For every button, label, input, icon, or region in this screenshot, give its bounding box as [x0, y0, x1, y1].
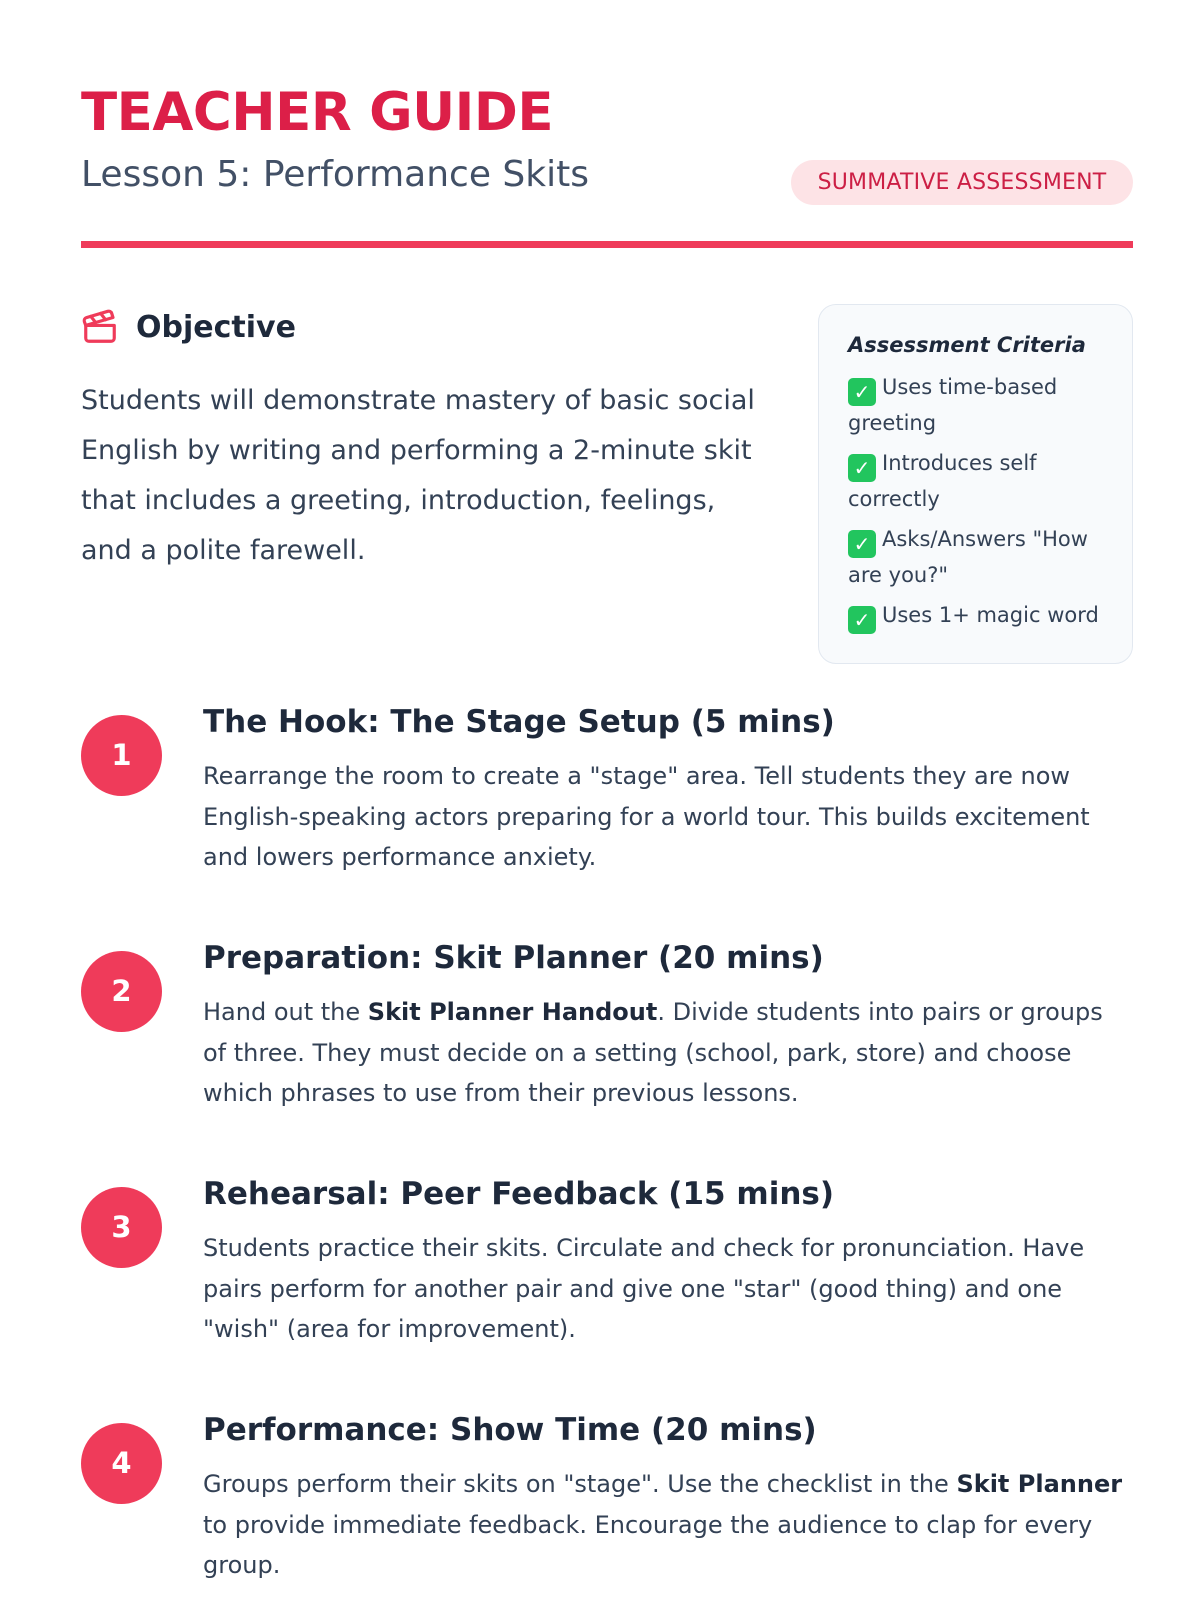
criteria-list: [848, 370, 1110, 634]
check-mark-icon: ✓: [848, 454, 876, 482]
step-description: Students practice their skits. Circulate and check for pronunciation. Have pairs perform for another pair and give one "star" (good thing) and one "wish" (area for improvement).: [203, 1234, 1085, 1343]
criteria-item: ✓ Introduces self correctly: [848, 451, 1037, 511]
step-title: Preparation: Skit Planner (20 mins): [203, 940, 824, 976]
step-number-badge: 3: [81, 1187, 162, 1268]
criteria-item: ✓ Uses 1+ magic word: [848, 598, 1110, 634]
step-description: Groups perform their skits on "stage". Use the checklist in the Skit Planner to provide immediate feedback. Encourage the audience to clap for every group.: [203, 1470, 1123, 1579]
skit-planner-handout-label: Skit Planner Handout: [367, 998, 658, 1026]
criteria-item: ✓ Asks/Answers "How are you?": [848, 527, 1088, 587]
step-number-badge: 2: [81, 951, 162, 1032]
check-mark-icon: ✓: [848, 378, 876, 406]
objective-text: Students will demonstrate mastery of basic social English by writing and performing a 2-minute skit that includes a greeting, introduction, feelings, and a polite farewell.: [81, 385, 755, 566]
assessment-criteria-card: [818, 304, 1133, 664]
step-number-badge: 4: [81, 1423, 162, 1504]
step-title: Rehearsal: Peer Feedback (15 mins): [203, 1176, 835, 1212]
step-description: Rearrange the room to create a "stage" area. Tell students they are now English-speaking actors preparing for a world tour. This builds excitement and lowers performance anxiety.: [203, 762, 1090, 871]
check-mark-icon: ✓: [848, 606, 876, 634]
skit-planner-label: Skit Planner: [956, 1470, 1123, 1498]
clapperboard-icon: [81, 308, 119, 346]
objective-title: Objective: [136, 309, 296, 345]
lesson-subtitle: Lesson 5: Performance Skits: [81, 154, 589, 195]
criteria-item: ✓ Uses time-based greeting: [848, 375, 1058, 435]
page-title: TEACHER GUIDE: [81, 82, 554, 143]
step-title: Performance: Show Time (20 mins): [203, 1412, 817, 1448]
criteria-title: Assessment Criteria: [848, 333, 1086, 357]
check-mark-icon: ✓: [848, 530, 876, 558]
teacher-guide-page: [81, 0, 1133, 1600]
step-description: Hand out the Skit Planner Handout. Divide students into pairs or groups of three. They must decide on a setting (school, park, store) and choose which phrases to use from their previous lessons.: [203, 998, 1103, 1107]
objective-heading: [81, 304, 296, 350]
assessment-badge: SUMMATIVE ASSESSMENT: [791, 160, 1133, 205]
header-divider: [81, 241, 1133, 248]
step-title: The Hook: The Stage Setup (5 mins): [203, 704, 835, 740]
step-number-badge: 1: [81, 715, 162, 796]
